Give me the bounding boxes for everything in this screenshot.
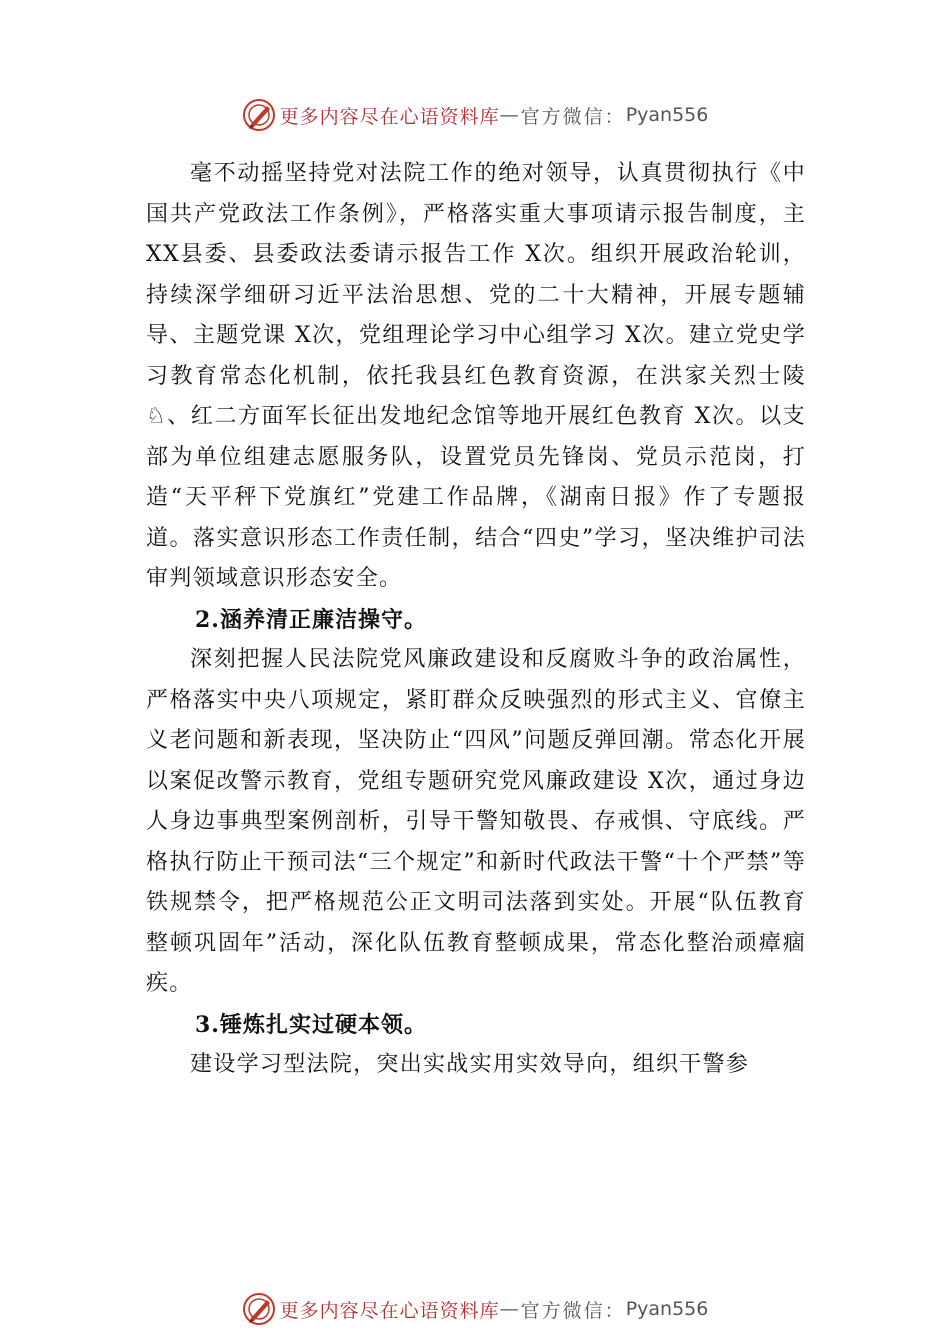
section-heading-3: 3.锤炼扎实过硬本领。 — [195, 1011, 427, 1038]
banner-wechat-id: Pyan556 — [625, 104, 709, 126]
document-body — [146, 154, 806, 1086]
paragraph-2: 深刻把握人民法院党风廉政建设和反腐败斗争的政治属性，严格落实中央八项规定，紧盯群众反映强烈的形式主义、官僚主义老问题和新表现，坚决防止“四风”问题反弹回潮。常态化开展以案促改警示教育，党组专题研究党风廉政建设 X次，通过身边人身边事典型案例剖析，引导干警知敬畏、存戒惧、守底线。严格执行防止干预司法“三个规定”和新时代政法干警“十个严禁”等铁规禁令，把严格规范公正文明司法落到实处。开展“队伍教育整顿巩固年”活动，深化队伍教育整顿成果，常态化整治顽瘴痼疾。 — [146, 647, 806, 996]
banner-dash: — — [499, 104, 521, 126]
paragraph-1: 毫不动摇坚持党对法院工作的绝对领导，认真贯彻执行《中国共产党政法工作条例》，严格落实重大事项请示报告制度，主XX县委、县委政法委请示报告工作 X次。组织开展政治轮训，持续深学细研习近平法治思想、党的二十大精神，开展专题辅导、主题党课 X次，党组理论学习中心组学习 X次。建立党史学习教育常态化机制，依托我县红色教育资源，在洪家关烈士陵♘、红二方面军长征出发地纪念馆等地开展红色教育 X次。以支部为单位组建志愿服务队，设置党员先锋岗、党员示范岗，打造“天平秤下党旗红”党建工作品牌，《湖南日报》作了专题报道。落实意识形态工作责任制，结合“四史”学习，坚决维护司法审判领域意识形态安全。 — [146, 161, 806, 591]
banner-text: 更多内容尽在心语资料库 — [279, 1299, 500, 1322]
pen-logo-icon — [242, 98, 276, 132]
banner-dash: — — [499, 1298, 521, 1320]
banner-wechat-label: 官方微信： — [520, 105, 626, 128]
header-banner — [0, 95, 950, 135]
pen-logo-icon — [242, 1292, 276, 1326]
footer-banner — [0, 1289, 950, 1329]
paragraph-3: 建设学习型法院，突出实战实用实效导向，组织干警参 — [190, 1052, 750, 1077]
banner-wechat-label: 官方微信： — [520, 1299, 626, 1322]
banner-wechat-id: Pyan556 — [625, 1298, 709, 1320]
banner-text: 更多内容尽在心语资料库 — [279, 105, 500, 128]
section-heading-2: 2.涵养清正廉洁操守。 — [195, 606, 427, 633]
